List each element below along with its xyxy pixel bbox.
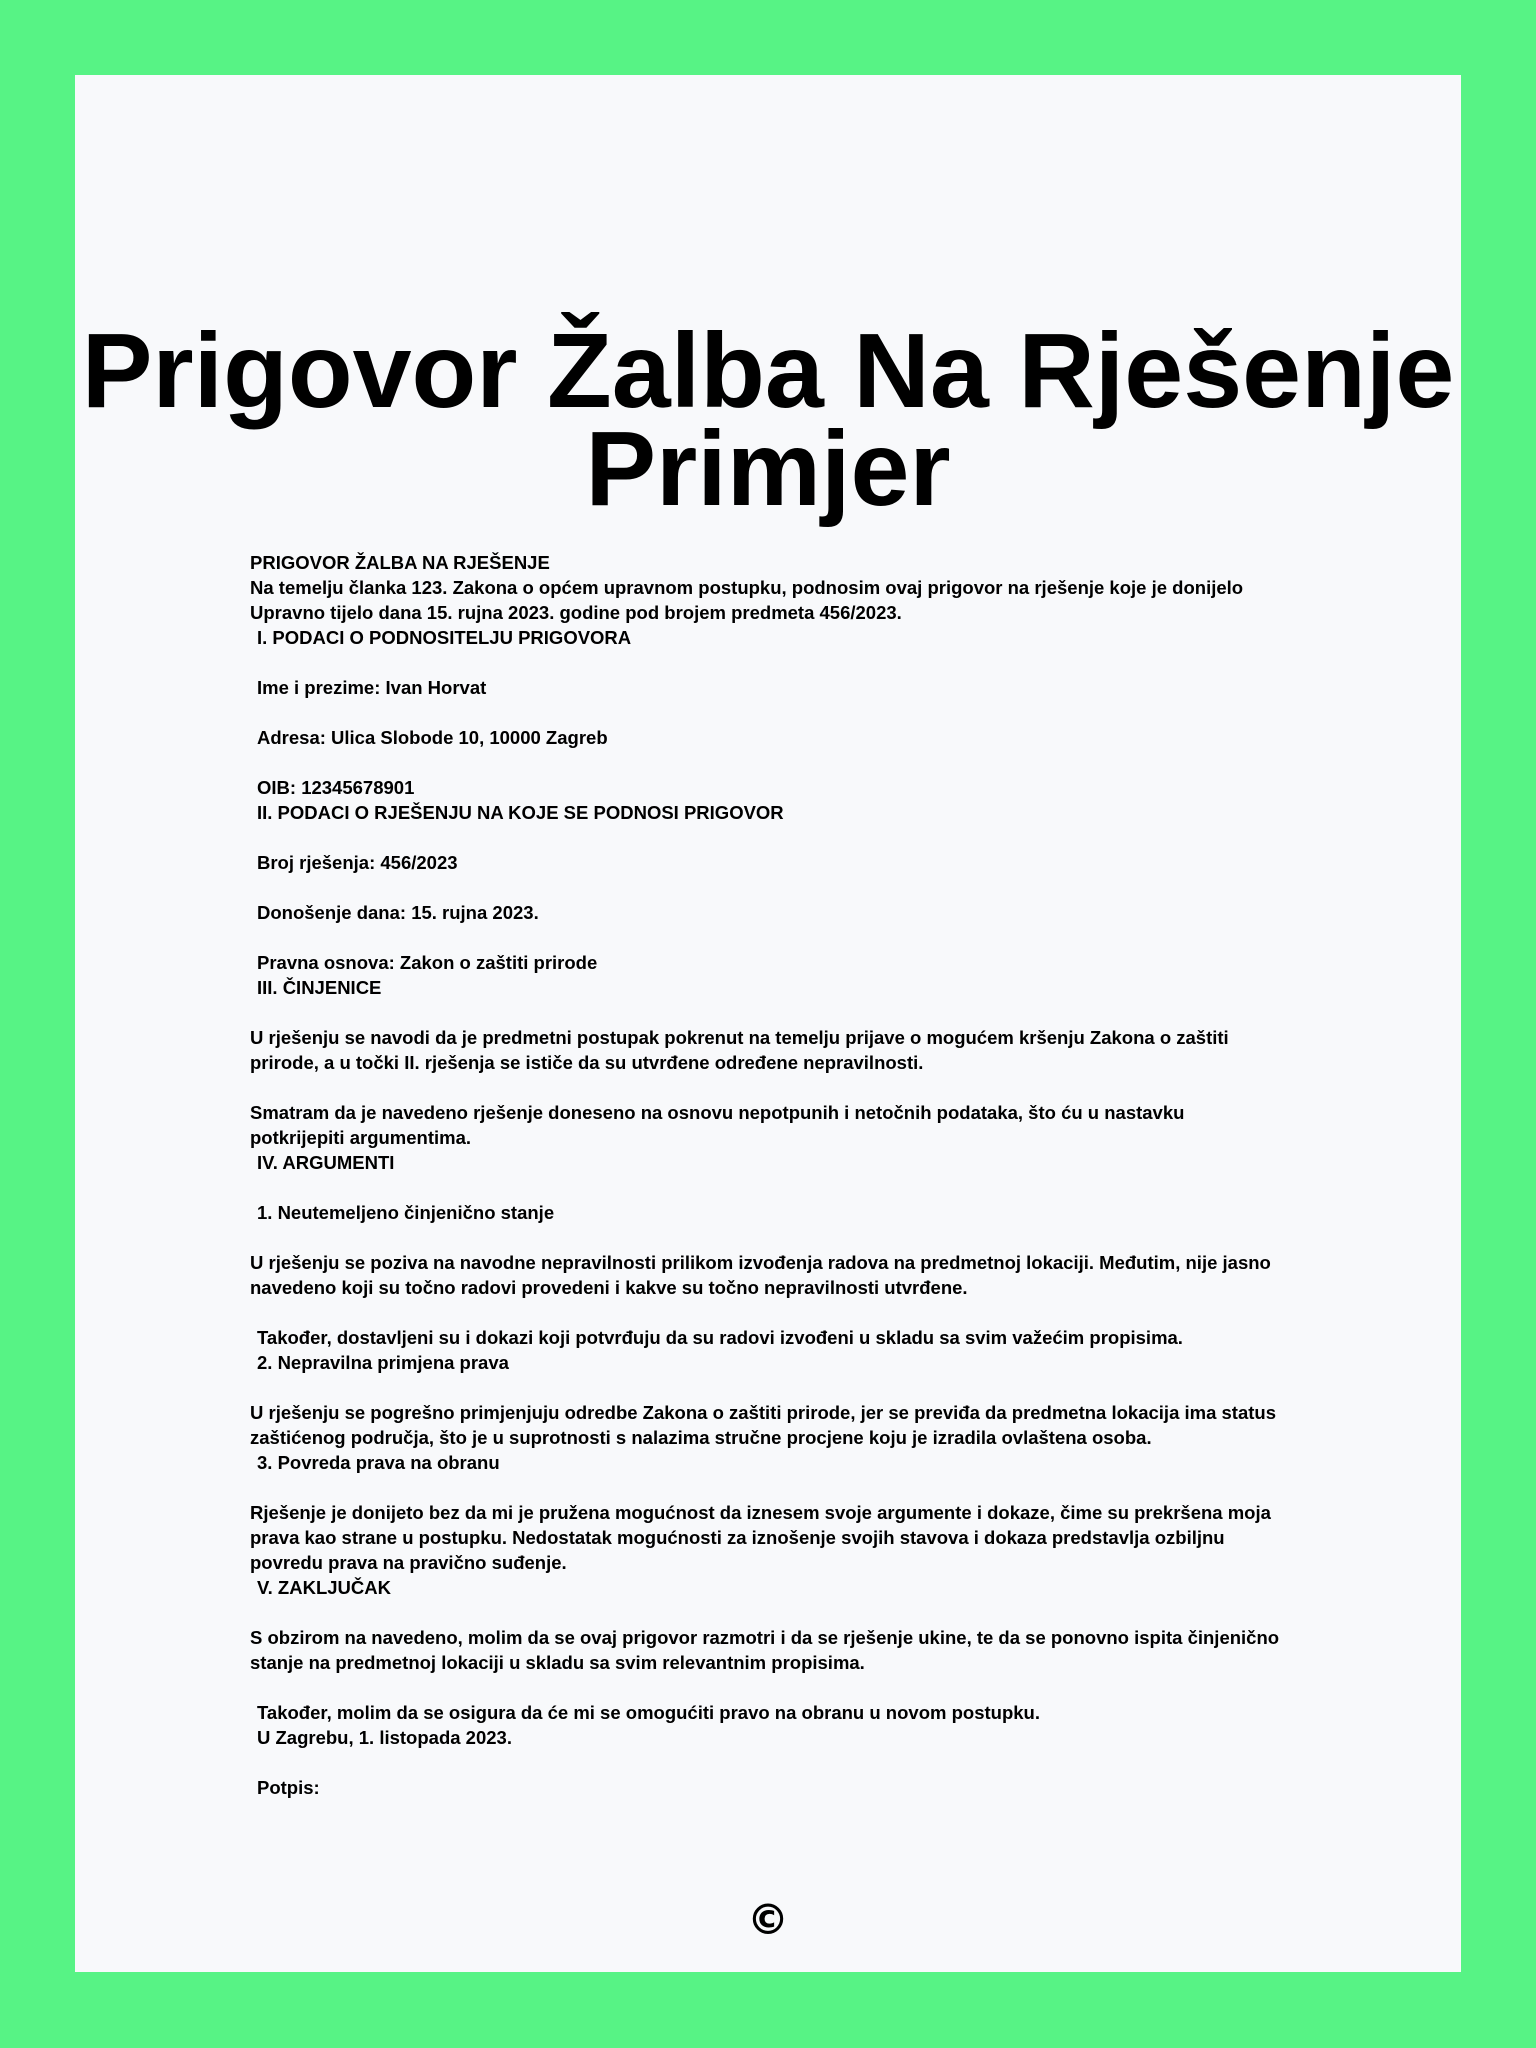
facts-paragraph-2: Smatram da je navedeno rješenje doneseno na osnovu nepotpunih i netočnih podataka, što ću u nastavku potkrijepiti argumentima. <box>250 1102 1185 1148</box>
argument-2-title: 2. Nepravilna primjena prava <box>257 1352 509 1373</box>
copyright-icon: © <box>747 1895 789 1944</box>
document-page <box>75 75 1461 1972</box>
section-3-title: III. ČINJENICE <box>257 977 382 998</box>
document-heading: PRIGOVOR ŽALBA NA RJEŠENJE <box>250 552 550 573</box>
argument-1-paragraph-2: Također, dostavljeni su i dokazi koji potvrđuju da su radovi izvođeni u skladu sa svim važećim propisima. <box>257 1327 1183 1348</box>
legal-basis: Pravna osnova: Zakon o zaštiti prirode <box>257 952 598 973</box>
argument-1-paragraph-1: U rješenju se poziva na navodne nepravilnosti prilikom izvođenja radova na predmetnoj lokaciji. Međutim, nije jasno navedeno koji su točno radovi provedeni i kakve su točno nepravilnosti utvrđene. <box>250 1252 1271 1298</box>
section-1-title: I. PODACI O PODNOSITELJU PRIGOVORA <box>257 627 632 648</box>
page-title: Prigovor Žalba Na Rješenje Primjer <box>81 312 1455 528</box>
applicant-name: Ime i prezime: Ivan Horvat <box>257 677 487 698</box>
applicant-address: Adresa: Ulica Slobode 10, 10000 Zagreb <box>257 727 608 748</box>
argument-1-title: 1. Neutemeljeno činjenično stanje <box>257 1202 555 1223</box>
decision-date: Donošenje dana: 15. rujna 2023. <box>257 902 539 923</box>
signature-label: Potpis: <box>257 1777 320 1798</box>
argument-3-paragraph: Rješenje je donijeto bez da mi je pružena mogućnost da iznesem svoje argumente i dokaze, čime su prekršena moja prava kao strane u postupku. Nedostatak mogućnosti za iznošenje svojih stavova i dokaza predstavlja ozbiljnu povredu prava na pravično suđenje. <box>250 1502 1271 1573</box>
document-body <box>250 550 1280 1800</box>
section-4-title: IV. ARGUMENTI <box>257 1152 395 1173</box>
section-2-title: II. PODACI O RJEŠENJU NA KOJE SE PODNOSI PRIGOVOR <box>257 802 784 823</box>
conclusion-paragraph-1: S obzirom na navedeno, molim da se ovaj prigovor razmotri i da se rješenje ukine, te da se ponovno ispita činjenično stanje na predmetnoj lokaciji u skladu sa svim relevantnim propisima. <box>250 1627 1280 1673</box>
section-5-title: V. ZAKLJUČAK <box>257 1577 391 1598</box>
applicant-oib: OIB: 12345678901 <box>257 777 415 798</box>
intro-paragraph: Na temelju članka 123. Zakona o općem upravnom postupku, podnosim ovaj prigovor na rješenje koje je donijelo Upravno tijelo dana 15. rujna 2023. godine pod brojem predmeta 456/2023. <box>250 577 1244 623</box>
conclusion-paragraph-2: Također, molim da se osigura da će mi se omogućiti pravo na obranu u novom postupku. <box>257 1702 1040 1723</box>
argument-2-paragraph: U rješenju se pogrešno primjenjuju odredbe Zakona o zaštiti prirode, jer se previđa da predmetna lokacija ima status zaštićenog područja, što je u suprotnosti s nalazima stručne procjene koju je izradila ovlaštena osoba. <box>250 1402 1277 1448</box>
facts-paragraph-1: U rješenju se navodi da je predmetni postupak pokrenut na temelju prijave o mogućem kršenju Zakona o zaštiti prirode, a u točki II. rješenja se ističe da su utvrđene određene nepravilnosti. <box>250 1027 1229 1073</box>
decision-number: Broj rješenja: 456/2023 <box>257 852 458 873</box>
argument-3-title: 3. Povreda prava na obranu <box>257 1452 500 1473</box>
place-date: U Zagrebu, 1. listopada 2023. <box>257 1727 512 1748</box>
